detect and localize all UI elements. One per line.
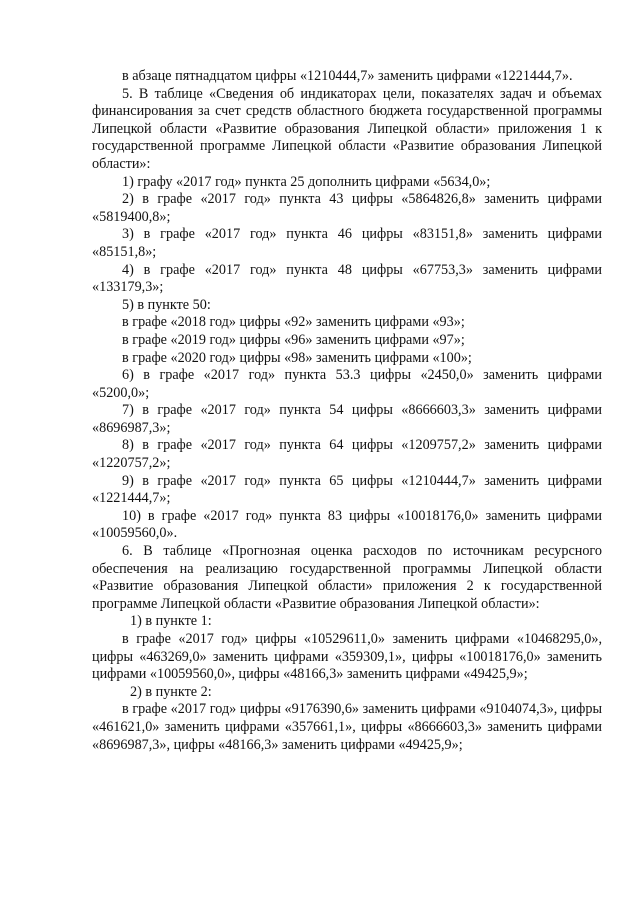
subitem-10: 10) в графе «2017 год» пункта 83 цифры «10018176,0» заменить цифрами «10059560,0». [92, 507, 602, 542]
subitem-3: 3) в графе «2017 год» пункта 46 цифры «83151,8» заменить цифрами «85151,8»; [92, 226, 602, 260]
document-page [92, 68, 602, 754]
subitem-7: 7) в графе «2017 год» пункта 54 цифры «8666603,3» заменить цифрами «8696987,3»; [92, 402, 602, 436]
item-6-subitem-1-text: в графе «2017 год» цифры «10529611,0» заменить цифрами «10468295,0», цифры «463269,0» заменить цифрами «359309,1», цифры «10018176,0» заменить цифрами «10059560,0», цифры «48166,3» заменить цифрами «49425,9»; [92, 631, 602, 683]
subitem-1: 1) графу «2017 год» пункта 25 дополнить цифрами «5634,0»; [122, 173, 491, 190]
subitem-5-line-2: в графе «2019 год» цифры «96» заменить цифрами «97»; [122, 331, 465, 348]
paragraph-item-6: 6. В таблице «Прогнозная оценка расходов по источникам ресурсного обеспечения на реализацию государственной программы Липецкой области «Развитие образования Липецкой области» приложения 2 к государственной программе Липецкой области «Развитие образования Липецкой области»: [92, 543, 602, 612]
subitem-5: 5) в пункте 50: [122, 296, 211, 313]
paragraph-1: в абзаце пятнадцатом цифры «1210444,7» заменить цифрами «1221444,7». [122, 68, 573, 84]
subitem-5-line-1: в графе «2018 год» цифры «92» заменить цифрами «93»; [122, 314, 465, 331]
item-6-subitem-2-text: в графе «2017 год» цифры «9176390,6» заменить цифрами «9104074,3», цифры «461621,0» заменить цифрами «357661,1», цифры «8666603,3» заменить цифрами «8696987,3», цифры «48166,3» заменить цифрами «49425,9»; [92, 701, 602, 753]
subitem-4: 4) в графе «2017 год» пункта 48 цифры «67753,3» заменить цифрами «133179,3»; [92, 261, 602, 296]
subitem-6: 6) в графе «2017 год» пункта 53.3 цифры «2450,0» заменить цифрами «5200,0»; [92, 367, 602, 401]
subitem-9: 9) в графе «2017 год» пункта 65 цифры «1210444,7» заменить цифрами «1221444,7»; [92, 472, 602, 507]
item-6-subitem-1: 1) в пункте 1: [130, 613, 212, 630]
subitem-2: 2) в графе «2017 год» пункта 43 цифры «5864826,8» заменить цифрами «5819400,8»; [92, 191, 602, 225]
paragraph-item-5: 5. В таблице «Сведения об индикаторах цели, показателях задач и объемах финансирования за счет средств областного бюджета государственной программы Липецкой области «Развитие образования Липецкой области» приложения 1 к государственной программе Липецкой области «Развитие образования Липецкой области»: [92, 85, 602, 172]
item-6-subitem-2: 2) в пункте 2: [130, 683, 212, 700]
subitem-5-line-3: в графе «2020 год» цифры «98» заменить цифрами «100»; [122, 349, 472, 366]
subitem-8: 8) в графе «2017 год» пункта 64 цифры «1209757,2» заменить цифрами «1220757,2»; [92, 437, 602, 472]
